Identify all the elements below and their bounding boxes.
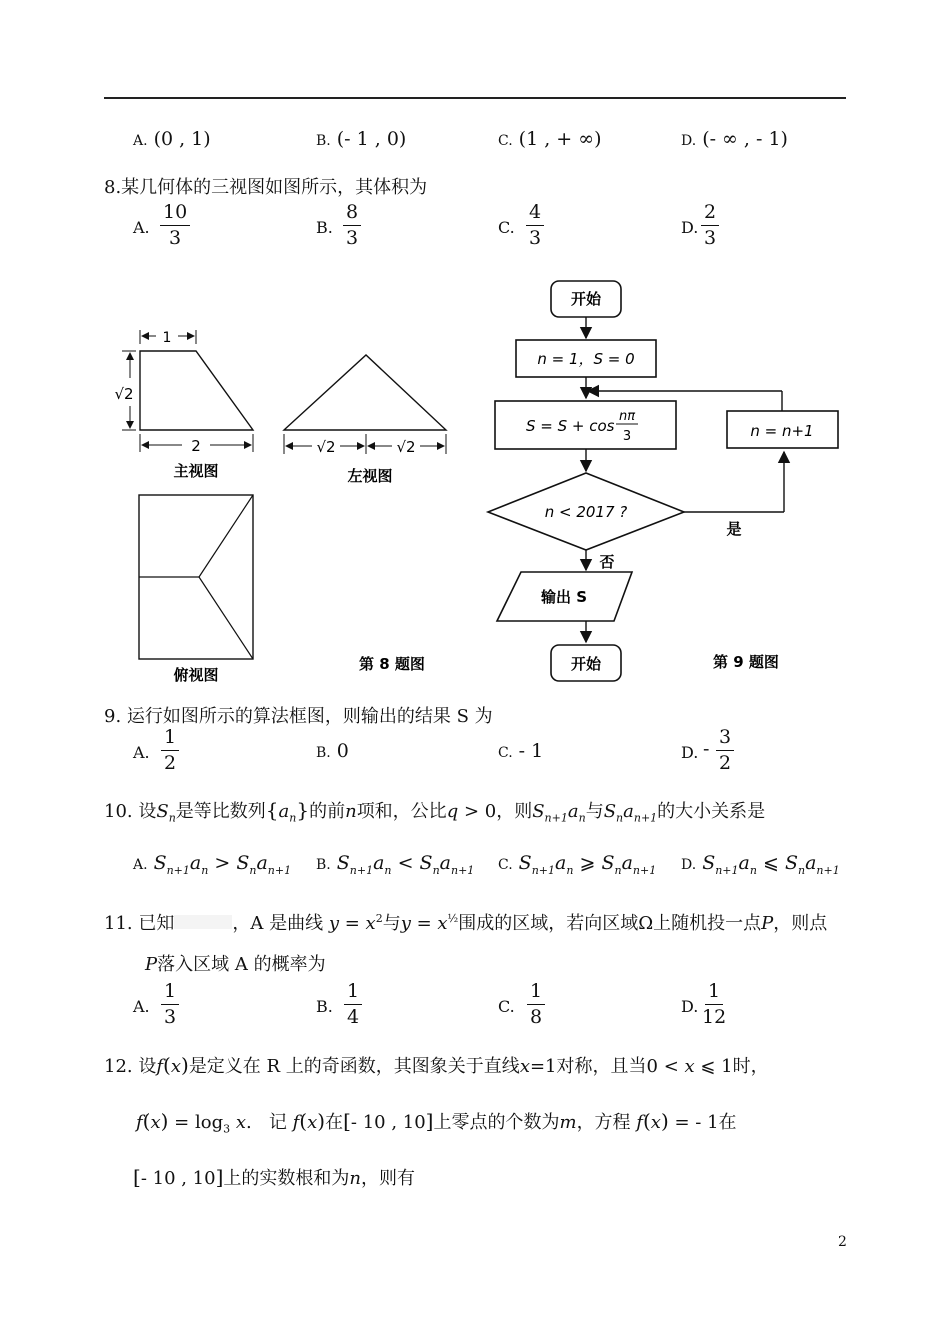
dim-left-b: √2 [396,438,416,456]
q8-option-d-label: D. [681,218,699,237]
left-view-label: 左视图 [347,467,393,485]
figure8-caption: 第 8 题图 [359,655,425,673]
figure9-flowchart [484,278,844,690]
q8-option-b-label: B. [316,218,333,237]
q10-stem: 10. 设$S_n$是等比数列$\{a_n\}$的前n项和，公比q > 0，则$S_{n+1}a_n$与$S_na_{n+1}$的大小关系是 [104,798,766,825]
q8-option-b-fraction: $\frac{8}{3}$ [343,203,361,248]
q11-stem-line1: 11. 已知 ，A 是曲线 $y = x^2$与$y = x^{\frac{1}{2}}$围成的区域，若向区域Ω上随机投一点P，则点 [104,912,828,934]
cos-den: 3 [622,429,632,444]
figure9-caption: 第 9 题图 [713,653,779,671]
dim-left-a: √2 [316,438,336,456]
q11-option-c-fraction: $\frac{1}{8}$ [527,982,545,1027]
end-label: 开始 [570,655,602,673]
q9-stem: 9. 运行如图所示的算法框图，则输出的结果 S 为 [104,706,493,727]
q10-option-a: A. $S_{n+1}a_n > S_na_{n+1}$ [133,852,292,877]
q10-option-b: B. $S_{n+1}a_n < S_na_{n+1}$ [316,852,475,877]
q12-line2: $f(x) = \log_3 x$. 记 f(x)在[- 10 , 10]上零点的个数为m，方程 f(x) = - 1在 [136,1109,737,1136]
q10-option-c: C. $S_{n+1}a_n$ ⩾ $S_na_{n+1}$ [498,852,657,877]
increment-label: n = n+1 [750,422,814,440]
q8-option-d-fraction: $\frac{2}{3}$ [701,203,719,248]
q7-option-c: C. (1 , + ∞) [498,128,602,150]
q10-option-d: D. $S_{n+1}a_n$ ⩽ $S_na_{n+1}$ [681,852,840,877]
yes-label: 是 [726,520,742,538]
q8-option-a-label: A. [133,218,150,237]
q8-option-c-fraction: $\frac{4}{3}$ [526,203,544,248]
q11-option-a-label: A. [133,997,150,1016]
top-view-label: 俯视图 [173,666,219,684]
q11-blurred-region [174,915,232,929]
q9-option-d-sign: - [703,738,710,760]
header-rule [104,97,846,99]
q11-option-b-label: B. [316,997,333,1016]
q12-line3: [- 10 , 10]上的实数根和为n，则有 [133,1165,415,1189]
left-view-shape [284,355,446,430]
q9-option-b: B. 0 [316,740,349,762]
q11-option-d-label: D. [681,997,699,1016]
q9-option-a-fraction: $\frac{1}{2}$ [161,728,179,773]
update-label: S = S + cos [526,417,615,435]
front-view-shape [140,351,253,430]
figure8-three-views [104,320,450,690]
q11-option-d-fraction: $\frac{1}{12}$ [702,980,727,1028]
q11-option-b-fraction: $\frac{1}{4}$ [344,982,362,1027]
page-number: 2 [838,1234,847,1250]
q8-option-c-label: C. [498,218,515,237]
q9-option-d-label: D. [681,743,699,762]
q7-option-a: A. (0 , 1) [133,128,211,150]
front-view-label: 主视图 [173,462,219,480]
dim-bottom: 2 [191,437,201,455]
q8-stem: 8.某几何体的三视图如图所示，其体积为 [104,177,428,198]
dim-height: √2 [114,385,134,403]
start-label: 开始 [570,290,602,308]
condition-label: n < 2017 ? [544,503,628,521]
q9-option-a-label: A. [133,743,150,762]
q7-option-d: D. (- ∞ , - 1) [681,128,788,150]
q9-option-d-fraction: $\frac{3}{2}$ [716,728,734,773]
q8-option-a-fraction: $\frac{10}{3}$ [160,203,190,248]
init-label: n = 1，S = 0 [537,350,635,368]
dim-top: 1 [162,330,172,346]
cos-num: nπ [618,409,636,424]
q11-stem-line2: P落入区域 A 的概率为 [145,954,326,975]
q7-option-b: B. (- 1 , 0) [316,128,407,150]
output-label: 输出 S [540,588,588,606]
no-label: 否 [599,553,615,571]
q11-option-a-fraction: $\frac{1}{3}$ [161,982,179,1027]
q11-option-c-label: C. [498,997,515,1016]
q12-line1: 12. 设f(x)是定义在 R 上的奇函数，其图象关于直线x=1对称，且当0 < x ⩽ 1时， [104,1053,769,1077]
q9-option-c: C. - 1 [498,740,544,762]
